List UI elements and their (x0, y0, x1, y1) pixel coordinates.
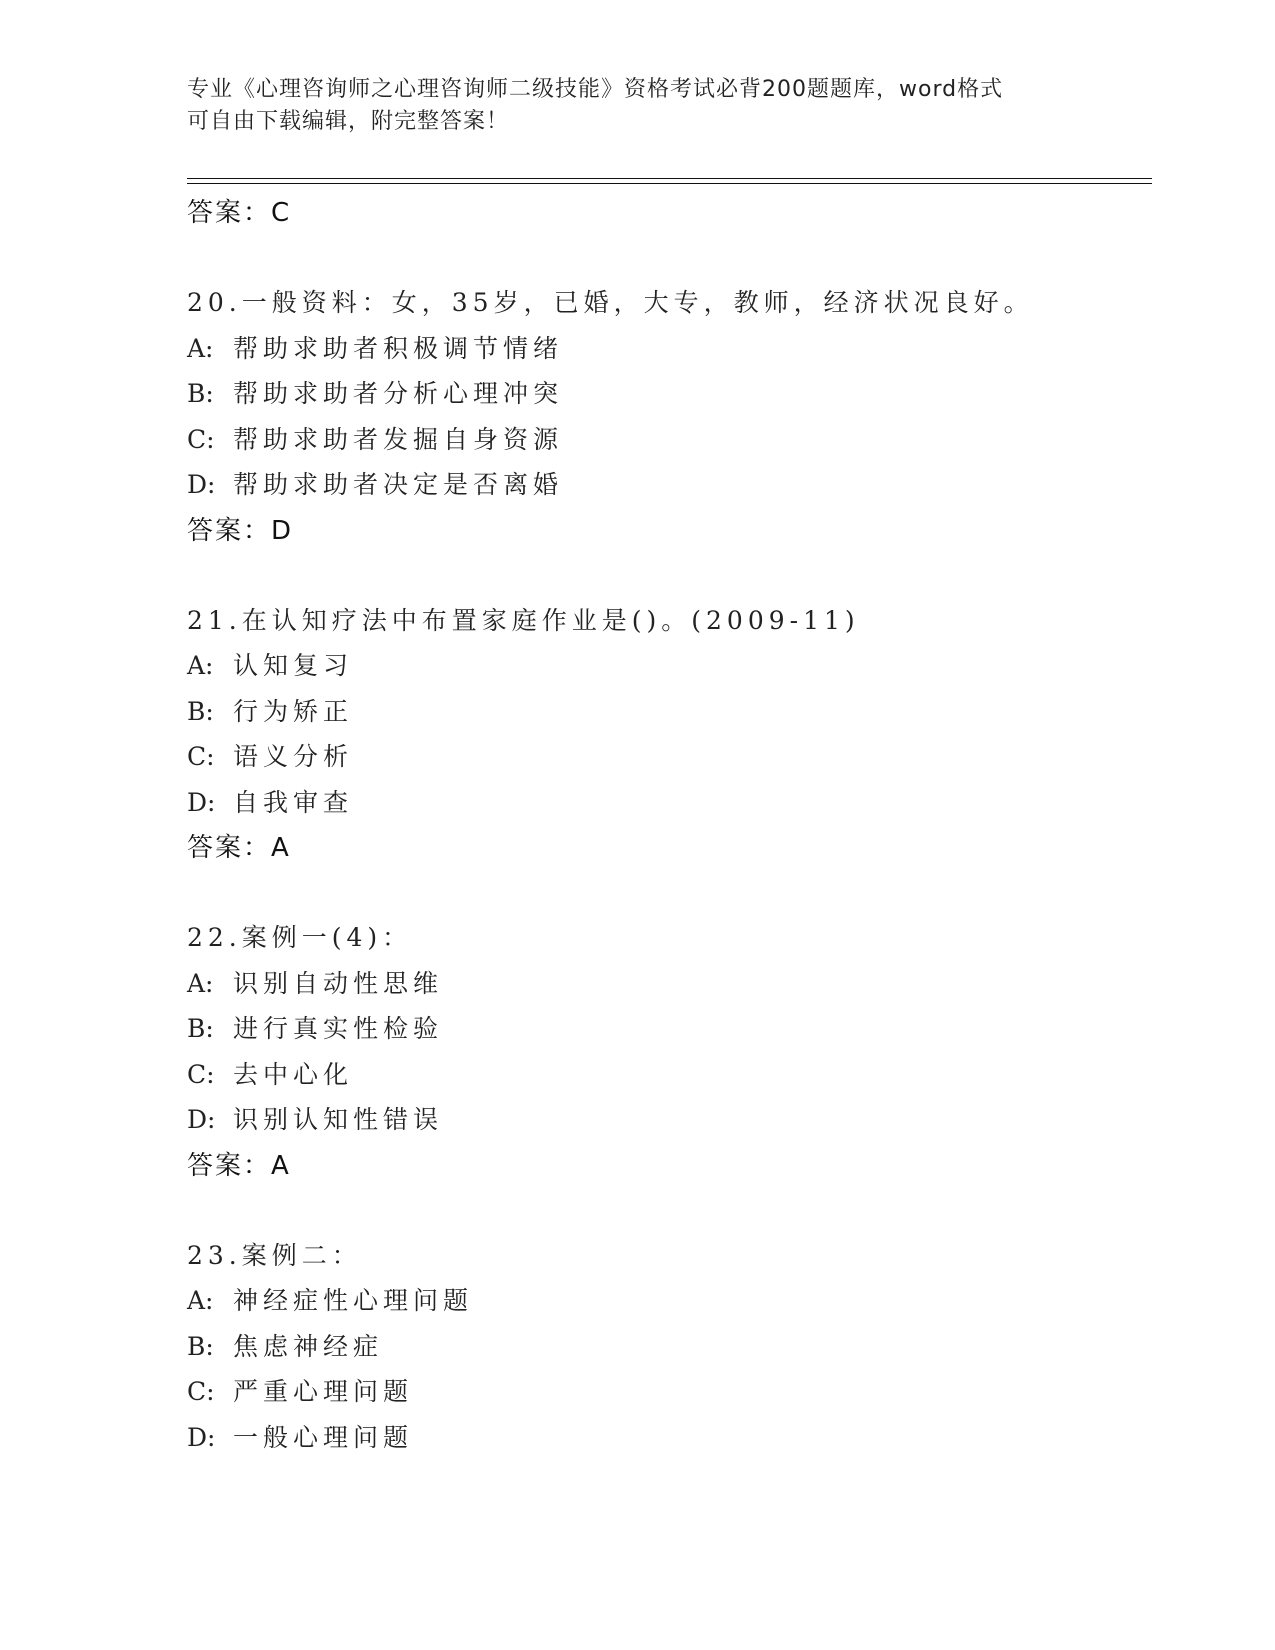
option-text: 自我审查 (233, 787, 354, 817)
question-block (187, 1233, 1147, 1461)
option-letter: D: (187, 787, 216, 817)
option-b (187, 1324, 1147, 1370)
answer-line: 答案：A (187, 833, 291, 863)
option-d (187, 780, 1147, 826)
option-letter: D: (187, 470, 216, 499)
option-letter: B: (187, 696, 214, 726)
option-text: 神经症性心理问题 (233, 1286, 474, 1315)
option-text: 帮助求助者积极调节情绪 (233, 333, 564, 363)
option-text: 一般心理问题 (233, 1422, 414, 1452)
option-letter: A: (187, 333, 214, 363)
option-text: 识别认知性错误 (233, 1105, 444, 1134)
option-b (187, 1006, 1147, 1052)
answer-line: 答案：D (187, 515, 294, 546)
question-stem: 21.在认知疗法中布置家庭作业是()。(2009-11) (187, 605, 860, 635)
option-a (187, 961, 1147, 1007)
answer-line: 答案：A (187, 1150, 291, 1181)
option-text: 认知复习 (233, 651, 354, 680)
option-text: 帮助求助者分析心理冲突 (233, 379, 564, 408)
option-letter: A: (187, 968, 214, 998)
header-line-2: 可自由下载编辑，附完整答案！ (187, 109, 510, 134)
option-c (187, 417, 1147, 463)
option-letter: B: (187, 1331, 214, 1361)
option-a (187, 1278, 1147, 1324)
question-block (187, 915, 1147, 1189)
option-a (187, 326, 1147, 372)
option-b (187, 689, 1147, 735)
option-letter: C: (187, 1377, 215, 1406)
option-text: 焦虑神经症 (233, 1331, 384, 1361)
option-letter: C: (187, 1059, 215, 1089)
option-text: 识别自动性思维 (233, 968, 444, 998)
option-text: 进行真实性检验 (233, 1014, 444, 1043)
option-letter: D: (187, 1422, 216, 1452)
option-d (187, 1415, 1147, 1461)
option-letter: B: (187, 1014, 214, 1043)
option-letter: D: (187, 1105, 216, 1134)
option-letter: A: (187, 651, 214, 680)
answer-line: 答案：C (187, 198, 292, 228)
option-a (187, 643, 1147, 689)
option-letter: C: (187, 742, 215, 771)
question-block (187, 598, 1147, 872)
question-stem: 20.一般资料：女，35岁，已婚，大专，教师，经济状况良好。 (187, 288, 1034, 317)
question-stem: 22.案例一(4)： (187, 923, 413, 952)
option-c (187, 1052, 1147, 1098)
header-rule-top (187, 178, 1152, 179)
option-text: 帮助求助者决定是否离婚 (233, 470, 564, 499)
option-text: 去中心化 (233, 1059, 354, 1089)
option-letter: B: (187, 379, 214, 408)
option-text: 帮助求助者发掘自身资源 (233, 424, 564, 454)
header-line-1: 专业《心理咨询师之心理咨询师二级技能》资格考试必背200题题库，word格式 (187, 77, 1004, 102)
option-text: 语义分析 (233, 742, 354, 771)
question-list (187, 190, 1147, 1460)
option-letter: C: (187, 424, 215, 454)
document-header (187, 74, 1067, 138)
option-b (187, 371, 1147, 417)
header-rule-bottom (187, 183, 1152, 184)
option-text: 行为矫正 (233, 696, 354, 726)
question-stem: 23.案例二： (187, 1240, 362, 1270)
option-c (187, 1369, 1147, 1415)
option-text: 严重心理问题 (233, 1377, 414, 1406)
option-d (187, 1097, 1147, 1143)
option-letter: A: (187, 1286, 214, 1315)
option-d (187, 462, 1147, 508)
question-block (187, 280, 1147, 554)
option-c (187, 734, 1147, 780)
